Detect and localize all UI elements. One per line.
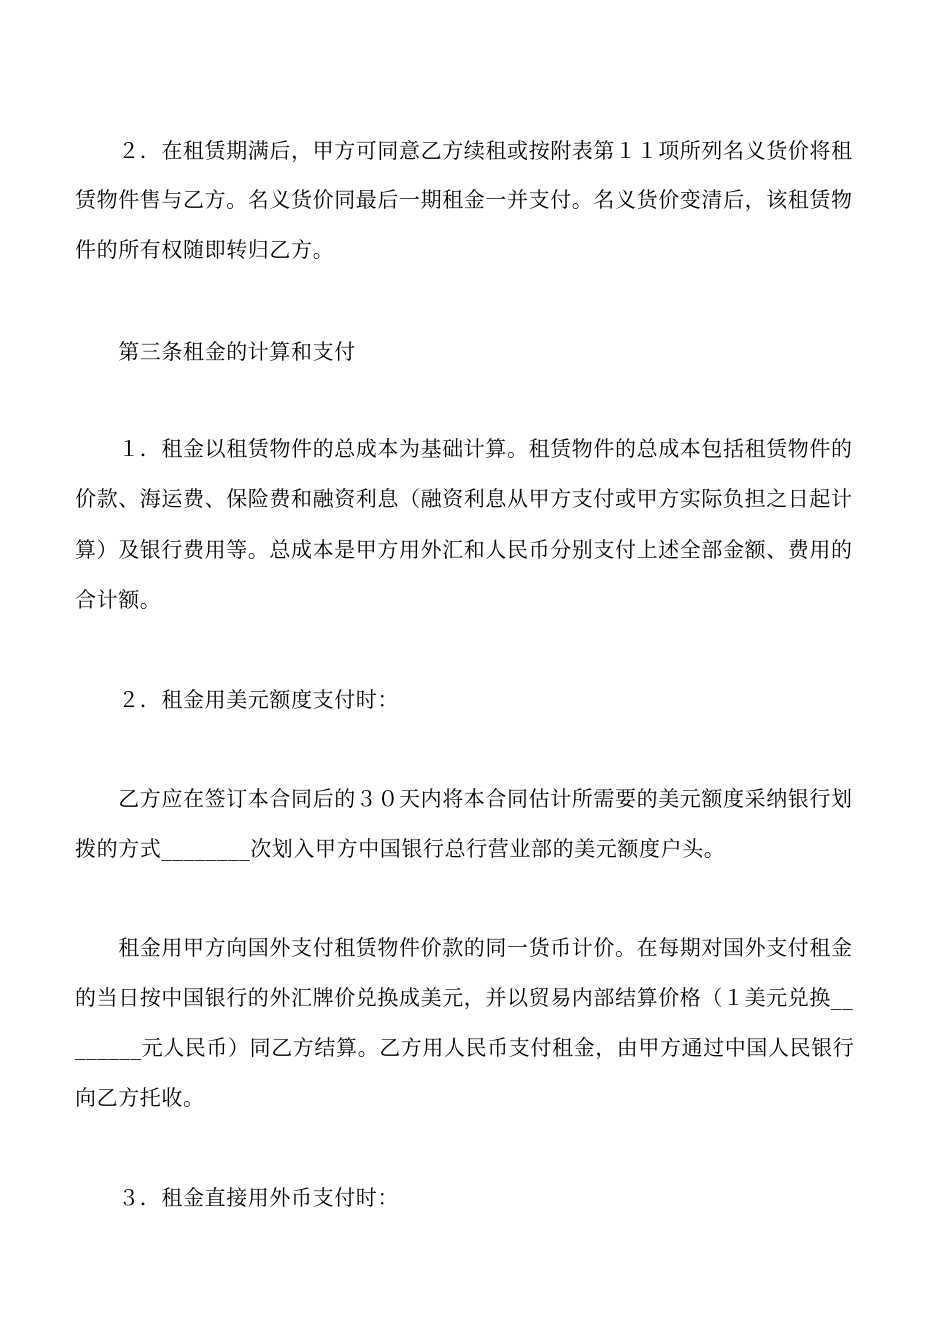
article-heading: 第三条租金的计算和支付 (75, 340, 356, 364)
paragraph-line: ２．在租赁期满后，甲方可同意乙方续租或按附表第１１项所列名义货价将租 (75, 139, 853, 163)
paragraph-line: 租金用甲方向国外支付租赁物件价款的同一货币计价。在每期对国外支付租金 (75, 936, 853, 960)
paragraph-line: 乙方应在签订本合同后的３０天内将本合同估计所需要的美元额度采纳银行划 (75, 787, 853, 811)
paragraph-line: 的当日按中国银行的外汇牌价兑换成美元，并以贸易内部结算价格（１美元兑换__ (75, 986, 854, 1010)
paragraph-line: ３．租金直接用外币支付时： (75, 1186, 399, 1210)
paragraph-line: 赁物件售与乙方。名义货价同最后一期租金一并支付。名义货价变清后，该租赁物 (75, 188, 853, 212)
paragraph-line: ______元人民币）同乙方结算。乙方用人民币支付租金，由甲方通过中国人民银行 (75, 1036, 855, 1060)
paragraph-line: ２．租金用美元额度支付时： (75, 688, 399, 712)
paragraph-line: １．租金以租赁物件的总成本为基础计算。租赁物件的总成本包括租赁物件的 (75, 437, 853, 461)
paragraph-line: 价款、海运费、保险费和融资利息（融资利息从甲方支付或甲方实际负担之日起计 (75, 487, 853, 511)
paragraph-line: 件的所有权随即转归乙方。 (75, 238, 335, 262)
paragraph-line: 合计额。 (75, 588, 162, 612)
paragraph-line: 拨的方式________次划入甲方中国银行总行营业部的美元额度户头。 (75, 837, 726, 861)
paragraph-line: 算）及银行费用等。总成本是甲方用外汇和人民币分别支付上述全部金额、费用的 (75, 538, 853, 562)
paragraph-line: 向乙方托收。 (75, 1086, 205, 1110)
